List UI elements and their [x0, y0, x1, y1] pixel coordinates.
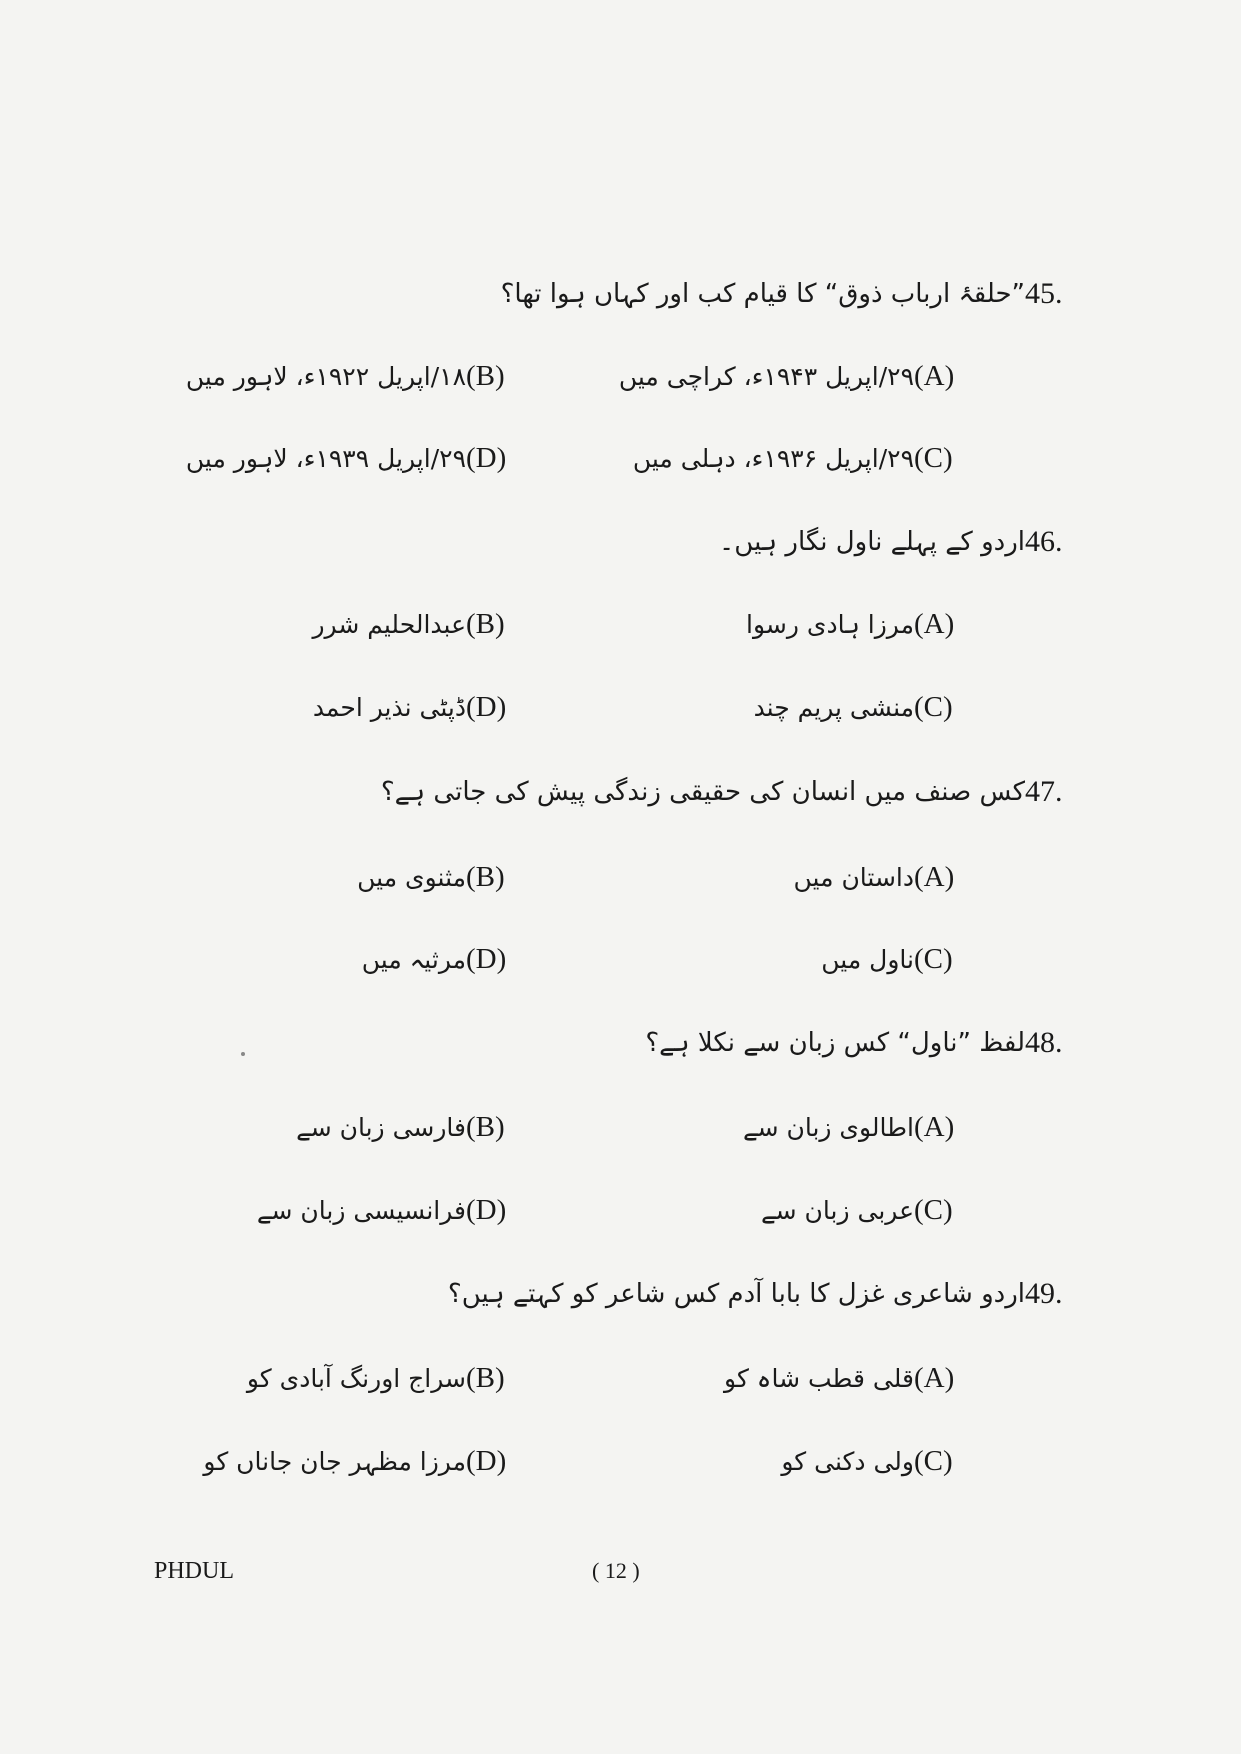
option-letter: (A) [914, 359, 955, 392]
option-b [296, 1103, 558, 1151]
question-46 [719, 518, 1091, 566]
option-letter: (B) [466, 860, 505, 893]
option-letter: (C) [914, 441, 953, 474]
option-d [362, 935, 558, 983]
option-text: قلی قطب شاہ کو [724, 1363, 914, 1393]
question-49 [448, 1270, 1091, 1318]
question-text: لفظ ”ناول“ کس زبان سے نکلا ہے؟ [645, 1028, 1025, 1058]
option-c [633, 434, 1006, 482]
option-letter: (D) [466, 1193, 507, 1226]
option-b [357, 853, 558, 901]
option-letter: (A) [914, 1361, 955, 1394]
option-text: ۲۹/اپریل ۱۹۴۳ء، کراچی میں [618, 361, 914, 391]
option-text: داستان میں [793, 862, 914, 892]
option-text: عربی زبان سے [760, 1195, 914, 1225]
option-letter: (A) [914, 1110, 955, 1143]
option-letter: (C) [914, 1444, 953, 1477]
option-c [821, 935, 1006, 983]
question-number: 45. [1025, 277, 1063, 310]
option-a [743, 1103, 1006, 1151]
option-a [619, 352, 1006, 400]
option-letter: (D) [466, 690, 507, 723]
page-number: ( 12 ) [592, 1558, 640, 1583]
option-a [794, 853, 1006, 901]
option-text: ولی دکنی کو [781, 1446, 914, 1476]
option-text: عبدالحلیم شرر [312, 609, 466, 639]
option-a [746, 600, 1006, 648]
question-number: 47. [1025, 775, 1063, 808]
option-text: ۲۹/اپریل ۱۹۳۶ء، دہلی میں [632, 443, 914, 473]
option-text: ۱۸/اپریل ۱۹۲۲ء، لاہور میں [185, 361, 466, 391]
option-text: ناول میں [821, 944, 914, 974]
option-letter: (B) [466, 607, 505, 640]
option-letter: (B) [466, 1110, 505, 1143]
option-d [186, 434, 558, 482]
question-text: اردو شاعری غزل کا بابا آدم کس شاعر کو کہتے ہیں؟ [447, 1279, 1025, 1309]
option-letter: (B) [466, 1361, 505, 1394]
option-text: فارسی زبان سے [296, 1112, 466, 1142]
option-d [313, 683, 558, 731]
option-letter: (C) [914, 942, 953, 975]
option-letter: (D) [466, 1444, 507, 1477]
option-text: مرثیہ میں [361, 944, 466, 974]
option-text: منشی پریم چند [753, 692, 914, 722]
option-text: مرزا مظہر جان جاناں کو [203, 1446, 466, 1476]
option-text: فرانسیسی زبان سے [256, 1195, 466, 1225]
question-number: 46. [1025, 525, 1063, 558]
option-b [312, 600, 558, 648]
option-text: مرزا ہادی رسوا [746, 609, 914, 639]
option-c [761, 1186, 1006, 1234]
option-c [781, 1437, 1006, 1485]
question-text: ”حلقۂ ارباب ذوق“ کا قیام کب اور کہاں ہوا تھا؟ [500, 279, 1025, 309]
option-d [203, 1437, 558, 1485]
question-45 [501, 270, 1091, 318]
option-text: ۲۹/اپریل ۱۹۳۹ء، لاہور میں [185, 443, 466, 473]
option-d [257, 1186, 558, 1234]
question-text: اردو کے پہلے ناول نگار ہیں۔ [719, 527, 1025, 557]
option-letter: (B) [466, 359, 505, 392]
question-48 [645, 1019, 1091, 1067]
option-text: مثنوی میں [357, 862, 466, 892]
question-47 [381, 768, 1091, 816]
paper-code: PHDUL [154, 1558, 235, 1584]
option-letter: (C) [914, 690, 953, 723]
option-b [186, 352, 558, 400]
option-letter: (C) [914, 1193, 953, 1226]
option-letter: (D) [466, 441, 507, 474]
option-letter: (D) [466, 942, 507, 975]
option-b [247, 1354, 558, 1402]
option-text: ڈپٹی نذیر احمد [312, 692, 466, 722]
scan-speck [241, 1052, 245, 1056]
option-text: اطالوی زبان سے [742, 1112, 914, 1142]
option-letter: (A) [914, 607, 955, 640]
option-letter: (A) [914, 860, 955, 893]
option-c [754, 683, 1006, 731]
option-a [724, 1354, 1006, 1402]
question-text: کس صنف میں انسان کی حقیقی زندگی پیش کی جاتی ہے؟ [380, 777, 1025, 807]
question-number: 49. [1025, 1277, 1063, 1310]
question-number: 48. [1025, 1026, 1063, 1059]
option-text: سراج اورنگ آبادی کو [246, 1363, 466, 1393]
